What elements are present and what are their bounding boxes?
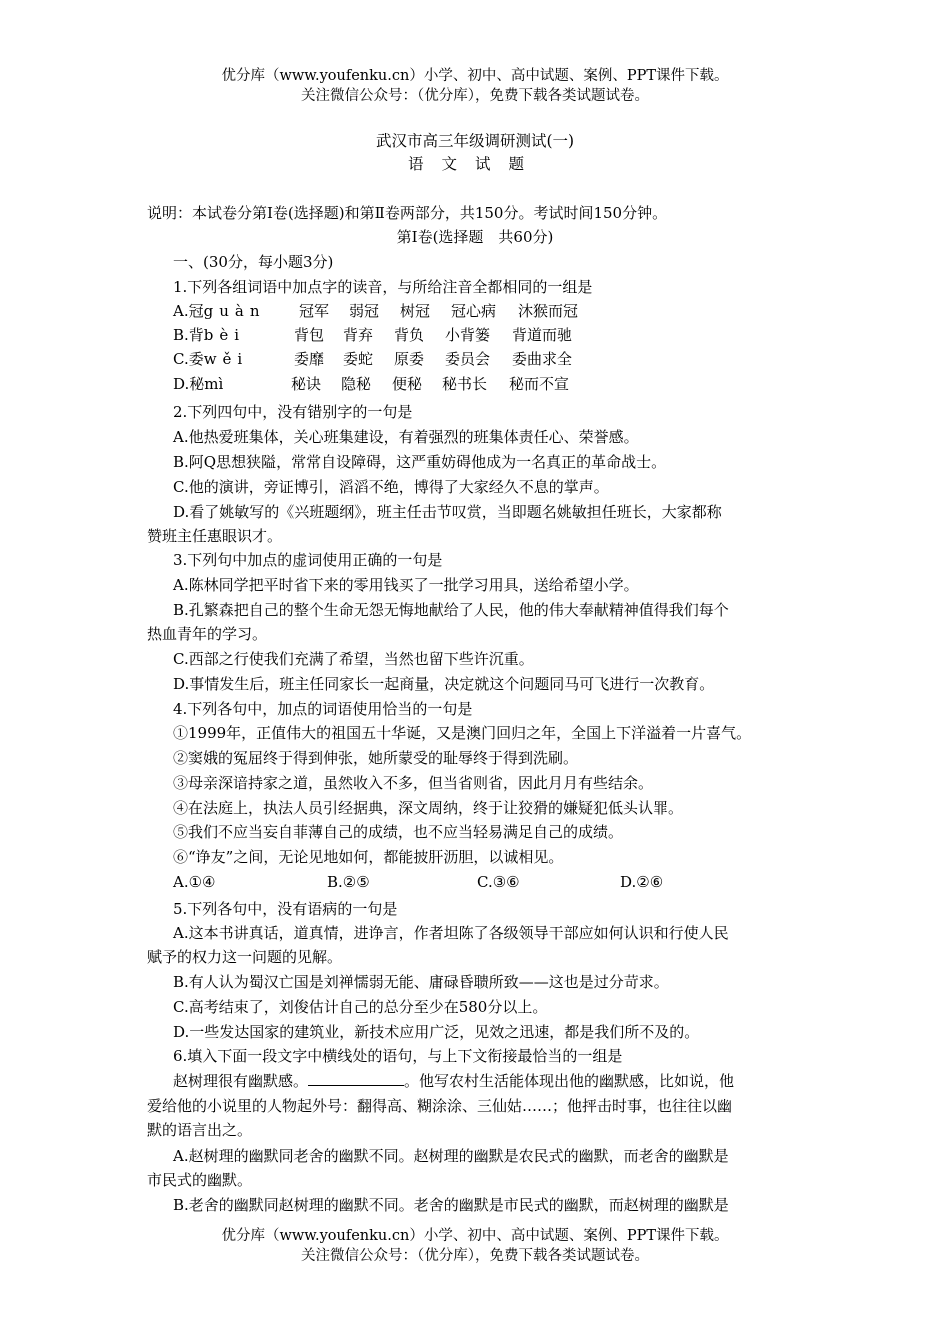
q6-passage-line1 — [173, 1070, 734, 1091]
exam-note: 说明：本试卷分第Ⅰ卷(选择题)和第Ⅱ卷两部分，共150分。考试时间150分钟。 — [147, 204, 668, 222]
q6-option-a-line2: 市民式的幽默。 — [147, 1171, 253, 1189]
word: 委靡 — [294, 350, 325, 368]
q4-item-1: ①1999年，正值伟大的祖国五十华诞，又是澳门回归之年，全国上下洋溢着一片喜气。 — [173, 724, 752, 742]
q6-passage-line2: 爱给他的小说里的人物起外号：翻得高、糊涂涂、三仙姑……；他抨击时事，也往往以幽 — [147, 1097, 733, 1115]
section1-heading: 一、(30分，每小题3分) — [173, 253, 334, 271]
q5-stem: 5.下列各句中，没有语病的一句是 — [173, 900, 398, 918]
q2-option-a: A.他热爱班集体，关心班集建设，有着强烈的班集体责任心、荣誉感。 — [173, 428, 639, 446]
word: 秘而不宣 — [509, 375, 570, 393]
q1-stem: 1.下列各组词语中加点字的读音，与所给注音全都相同的一组是 — [173, 278, 593, 296]
q4-item-4: ④在法庭上，执法人员引经据典，深文周纳，终于让狡猾的嫌疑犯低头认罪。 — [173, 799, 684, 817]
q5-option-a-line1: A.这本书讲真话，道真情，进诤言，作者坦陈了各级领导干部应如何认识和行使人民 — [173, 924, 729, 942]
q3-option-d: D.事情发生后，班主任同家长一起商量，决定就这个问题同马可飞进行一次教育。 — [173, 675, 715, 693]
pinyin: wěi — [203, 350, 249, 368]
word: 弱冠 — [349, 302, 380, 320]
q5-option-c: C.高考结束了，刘俊估计自己的总分至少在580分以上。 — [173, 998, 548, 1016]
word: 背负 — [394, 326, 425, 344]
q5-option-b: B.有人认为蜀汉亡国是刘禅懦弱无能、庸碌昏聩所致——这也是过分苛求。 — [173, 973, 669, 991]
q2-option-d-line1: D.看了姚敏写的《兴班题纲》，班主任击节叹赏，当即题名姚敏担任班长，大家都称 — [173, 503, 722, 521]
exam-subject: 语文试题 — [407, 155, 542, 173]
header-line-1: 优分库（www.youfenku.cn）小学、初中、高中试题、案例、PPT课件下载。 — [221, 68, 729, 84]
word: 小背篓 — [445, 326, 491, 344]
pinyin: guàn — [203, 302, 266, 320]
q3-stem: 3.下列句中加点的虚词使用正确的一句是 — [173, 551, 443, 569]
word: 沐猴而冠 — [518, 302, 579, 320]
word: 委曲求全 — [512, 350, 573, 368]
word: 便秘 — [392, 375, 423, 393]
word: 隐秘 — [341, 375, 372, 393]
exam-title: 武汉市高三年级调研测试(一) — [375, 132, 575, 150]
q4-stem: 4.下列各句中，加点的词语使用恰当的一句是 — [173, 700, 473, 718]
option-label: A.冠 — [173, 302, 204, 320]
q6-option-a-line1: A.赵树理的幽默同老舍的幽默不同。赵树理的幽默是农民式的幽默，而老舍的幽默是 — [173, 1147, 729, 1165]
q4-option-b: B.②⑤ — [327, 873, 370, 891]
q3-option-c: C.西部之行使我们充满了希望，当然也留下些许沉重。 — [173, 650, 534, 668]
q2-option-c: C.他的演讲，旁证博引，滔滔不绝，博得了大家经久不息的掌声。 — [173, 478, 609, 496]
word: 冠心病 — [451, 302, 497, 320]
passage-text: 赵树理很有幽默感。 — [173, 1072, 309, 1090]
q4-option-d: D.②⑥ — [620, 873, 664, 891]
word: 委蛇 — [343, 350, 374, 368]
word: 背道而驰 — [512, 326, 573, 344]
q4-item-3: ③母亲深谙持家之道，虽然收入不多，但当省则省，因此月月有些结余。 — [173, 774, 654, 792]
word: 冠军 — [299, 302, 330, 320]
q3-option-b-line2: 热血青年的学习。 — [147, 625, 268, 643]
header-line-2: 关注微信公众号：（优分库），免费下载各类试题试卷。 — [301, 88, 649, 104]
fill-blank — [308, 1071, 404, 1086]
q4-option-a: A.①④ — [173, 873, 216, 891]
q1-option-b — [173, 324, 245, 345]
q2-option-b: B.阿Q思想狭隘，常常自设障碍，这严重妨碍他成为一名真正的革命战士。 — [173, 453, 667, 471]
q4-item-5: ⑤我们不应当妄自菲薄自己的成绩，也不应当轻易满足自己的成绩。 — [173, 823, 624, 841]
q6-option-b-line1: B.老舍的幽默同赵树理的幽默不同。老舍的幽默是市民式的幽默，而赵树理的幽默是 — [173, 1196, 729, 1214]
q4-item-2: ②窦娥的冤屈终于得到伸张，她所蒙受的耻辱终于得到洗刷。 — [173, 749, 579, 767]
q4-item-6: ⑥“诤友”之间，无论见地如何，都能披肝沥胆，以诚相见。 — [173, 848, 564, 866]
word: 背包 — [294, 326, 325, 344]
q5-option-d: D.一些发达国家的建筑业，新技术应用广泛，见效之迅速，都是我们所不及的。 — [173, 1023, 700, 1041]
footer-line-1: 优分库（www.youfenku.cn）小学、初中、高中试题、案例、PPT课件下载。 — [221, 1228, 729, 1244]
q6-stem: 6.填入下面一段文字中横线处的语句，与上下文衔接最恰当的一组是 — [173, 1047, 623, 1065]
word: 秘书长 — [442, 375, 488, 393]
passage-text: 。他写农村生活能体现出他的幽默感，比如说，他 — [404, 1072, 735, 1090]
q2-option-d-line2: 赞班主任惠眼识才。 — [147, 527, 283, 545]
word: 背弃 — [343, 326, 374, 344]
option-label: D.秘 — [173, 375, 205, 393]
part1-heading: 第Ⅰ卷(选择题 共60分) — [396, 228, 554, 246]
word: 树冠 — [400, 302, 431, 320]
pinyin: bèi — [203, 326, 246, 344]
option-label: C.委 — [173, 350, 204, 368]
q1-option-a — [173, 300, 265, 321]
word: 原委 — [394, 350, 425, 368]
q5-option-a-line2: 赋予的权力这一问题的见解。 — [147, 948, 343, 966]
word: 委员会 — [445, 350, 491, 368]
q3-option-a: A.陈林同学把平时省下来的零用钱买了一批学习用具，送给希望小学。 — [173, 576, 639, 594]
q4-option-c: C.③⑥ — [477, 873, 520, 891]
footer-line-2: 关注微信公众号：（优分库），免费下载各类试题试卷。 — [301, 1248, 649, 1264]
q2-stem: 2.下列四句中，没有错别字的一句是 — [173, 403, 413, 421]
q6-passage-line3: 默的语言出之。 — [147, 1121, 253, 1139]
word: 秘诀 — [291, 375, 322, 393]
q3-option-b-line1: B.孔繁森把自己的整个生命无怨无悔地献给了人民，他的伟大奉献精神值得我们每个 — [173, 601, 729, 619]
q1-option-d — [173, 373, 223, 394]
q1-option-c — [173, 348, 248, 369]
option-label: B.背 — [173, 326, 204, 344]
pinyin: mì — [204, 375, 224, 393]
